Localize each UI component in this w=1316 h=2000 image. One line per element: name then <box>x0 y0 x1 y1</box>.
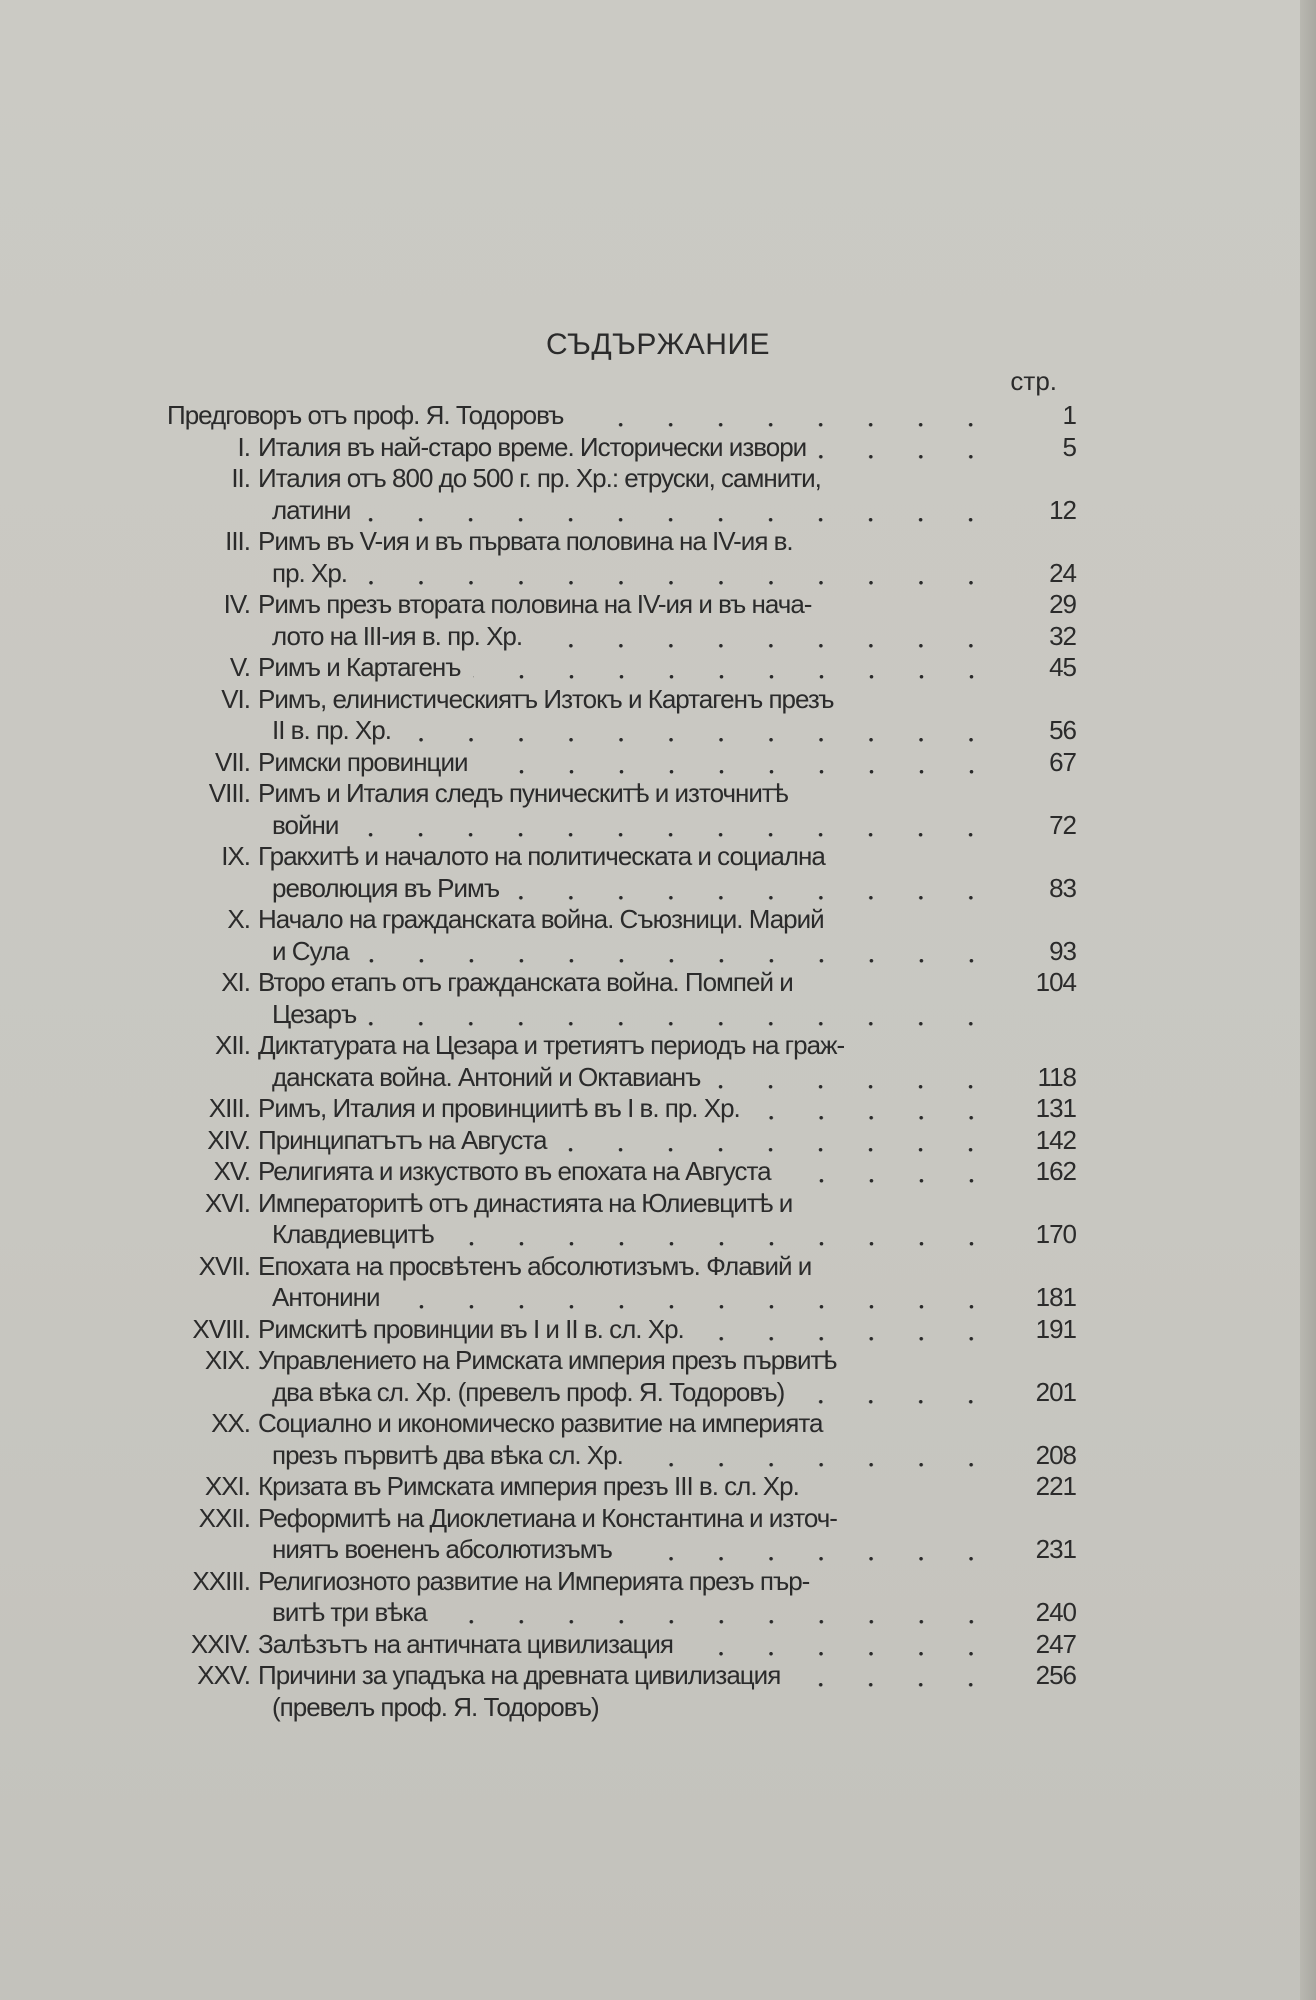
toc-entry <box>160 1345 1076 1408</box>
toc-text-line <box>258 1125 996 1157</box>
toc-text-line <box>272 1062 996 1094</box>
dot-leader <box>480 747 997 779</box>
entry-title: Гракхитѣ и началото на политическата и социална <box>258 841 825 871</box>
toc-line <box>160 526 1076 558</box>
toc-text-line <box>272 1440 996 1472</box>
dot-leader <box>696 1314 996 1346</box>
toc-entry <box>160 778 1076 841</box>
page-number: 104 <box>1035 967 1076 997</box>
page-number: 240 <box>1035 1597 1076 1627</box>
toc-text-line <box>272 558 996 590</box>
toc-line <box>160 463 1076 495</box>
chapter-number: II. <box>231 463 250 493</box>
entry-title: Залѣзътъ на античната цивилизация <box>258 1628 673 1659</box>
page-number: 1 <box>1062 400 1076 430</box>
chapter-number: XIII. <box>208 1093 250 1123</box>
entry-title: и Сула <box>272 935 349 966</box>
toc-entry <box>160 1566 1076 1629</box>
chapter-number: XXIV. <box>190 1628 250 1659</box>
page-number: 118 <box>1037 1061 1076 1092</box>
toc-entry <box>160 904 1076 967</box>
toc-line <box>160 1503 1076 1535</box>
toc-line <box>160 1188 1076 1220</box>
toc-text-line <box>258 1030 996 1062</box>
entry-title: Диктатурата на Цезара и третиятъ периодъ на граж- <box>258 1030 845 1060</box>
toc-text-line <box>272 1282 996 1314</box>
toc-line <box>160 1471 1076 1503</box>
page-number: 247 <box>1035 1628 1076 1659</box>
dot-leader <box>392 1282 996 1314</box>
toc-text-line <box>258 1503 996 1535</box>
dot-leader <box>796 1377 996 1409</box>
entry-title: Римъ, Италия и провинциитѣ въ I в. пр. Хр. <box>258 1093 740 1123</box>
toc-line <box>160 1692 1076 1724</box>
entry-title: Предговоръ отъ проф. Я. Тодоровъ <box>167 400 564 430</box>
page-number: 29 <box>1049 589 1076 619</box>
toc-line <box>160 400 1076 432</box>
toc-text-line <box>258 652 996 684</box>
chapter-number: XXV. <box>197 1660 250 1690</box>
toc-text-line <box>272 621 996 653</box>
chapter-number: XIV. <box>207 1124 250 1155</box>
toc-line <box>160 684 1076 716</box>
toc-line <box>160 1629 1076 1661</box>
chapter-number: XVI. <box>204 1187 250 1218</box>
entry-title: Управлението на Римската империя презъ първитѣ <box>258 1345 837 1375</box>
dot-leader <box>361 936 996 968</box>
page-number: 181 <box>1035 1282 1076 1312</box>
entry-title: Второ етапъ отъ гражданската война. Помпей и <box>258 967 793 997</box>
toc-entry <box>160 684 1076 747</box>
toc-text-line <box>272 1377 996 1409</box>
toc-line <box>160 652 1076 684</box>
toc-text-line <box>258 1408 996 1440</box>
page-number: 32 <box>1049 620 1076 651</box>
toc-line <box>160 1408 1076 1440</box>
toc-entry <box>160 1408 1076 1471</box>
toc-text-line <box>258 967 996 999</box>
toc-entry <box>160 589 1076 652</box>
entry-title: революция въ Римъ <box>272 872 500 903</box>
entry-title: пр. Хр. <box>272 557 348 588</box>
toc-text-line <box>258 432 996 464</box>
toc-text-line <box>258 463 996 495</box>
toc-text-line <box>272 1219 996 1251</box>
toc-entry <box>160 652 1076 684</box>
toc-entry <box>160 967 1076 1030</box>
toc-text-line <box>258 1188 996 1220</box>
toc-text-line <box>272 810 996 842</box>
toc-line <box>160 810 1076 842</box>
toc-text-line <box>258 1566 996 1598</box>
toc-entry <box>160 1314 1076 1346</box>
toc-line <box>160 558 1076 590</box>
toc-line <box>160 936 1076 968</box>
toc-line <box>160 999 1076 1031</box>
toc-text-line <box>272 1534 996 1566</box>
dot-leader <box>403 715 996 747</box>
entry-title: Антонини <box>272 1282 380 1312</box>
chapter-number: XI. <box>221 967 250 997</box>
entry-title: Римъ презъ втората половина на IV-ия и въ нача- <box>258 589 812 619</box>
toc-text-line <box>258 526 996 558</box>
toc-text-line <box>272 1597 996 1629</box>
dot-leader <box>818 432 996 464</box>
chapter-number: XII. <box>214 1030 250 1060</box>
toc-text-line <box>258 841 996 873</box>
toc-text-line <box>272 1692 996 1724</box>
chapter-number: VII. <box>214 746 250 777</box>
page-number: 208 <box>1035 1439 1076 1470</box>
entry-title: войни <box>272 809 339 840</box>
entry-title: Социално и икономическо развитие на империята <box>258 1408 823 1438</box>
toc-line <box>160 778 1076 810</box>
toc-line <box>160 1660 1076 1692</box>
toc-entry <box>160 1251 1076 1314</box>
toc-entry <box>160 1503 1076 1566</box>
toc-entry <box>160 841 1076 904</box>
entry-title: латини <box>272 494 351 525</box>
page-number: 83 <box>1049 872 1076 903</box>
entry-title: Римъ и Картагенъ <box>258 652 461 682</box>
page-number: 170 <box>1035 1219 1076 1249</box>
entry-title: Клавдиевцитѣ <box>272 1219 434 1249</box>
toc-entry <box>160 1188 1076 1251</box>
dot-leader <box>446 1219 996 1251</box>
dot-leader <box>792 1660 996 1692</box>
entry-title: Принципатътъ на Августа <box>258 1124 547 1155</box>
toc-text-line <box>272 936 996 968</box>
dot-leader <box>359 558 996 590</box>
page-number: 221 <box>1035 1471 1076 1501</box>
entry-title: презъ първитѣ два вѣка сл. Хр. <box>272 1439 623 1470</box>
toc-line <box>160 1534 1076 1566</box>
dot-leader <box>534 621 996 653</box>
toc-entry <box>160 1629 1076 1661</box>
contents-title: СЪДЪРЖАНИЕ <box>545 328 771 361</box>
toc-line <box>160 715 1076 747</box>
entry-title: Римски провинции <box>258 746 468 777</box>
entry-title: витѣ три вѣка <box>272 1597 427 1627</box>
toc-text-line <box>258 1093 996 1125</box>
entry-title: ниятъ воененъ абсолютизъмъ <box>272 1534 612 1564</box>
toc-text-line <box>258 1471 996 1503</box>
chapter-number: III. <box>225 526 250 556</box>
dot-leader <box>368 999 996 1031</box>
chapter-number: XXI. <box>204 1471 250 1501</box>
page-number: 56 <box>1049 715 1076 745</box>
toc-entry <box>160 1660 1076 1723</box>
chapter-number: VI. <box>221 683 250 714</box>
toc-text-line <box>258 684 996 716</box>
dot-leader <box>635 1440 996 1472</box>
dot-leader <box>558 1125 996 1157</box>
page-edge <box>1300 0 1316 2000</box>
toc-text-line <box>258 1156 996 1188</box>
toc-entry <box>160 1030 1076 1093</box>
toc-line <box>160 1440 1076 1472</box>
toc-line <box>160 873 1076 905</box>
toc-entry <box>160 463 1076 526</box>
entry-title: данската война. Антоний и Октавианъ <box>272 1061 701 1092</box>
page-number: 256 <box>1035 1660 1076 1690</box>
chapter-number: XV. <box>213 1156 250 1186</box>
entry-title: Религиозното развитие на Империята презъ пър- <box>258 1565 810 1596</box>
entry-title: лото на III-ия в. пр. Хр. <box>272 620 523 651</box>
page-number: 67 <box>1049 746 1076 777</box>
page-column-label: стр. <box>1010 366 1057 396</box>
entry-title: Римъ и Италия следъ пуническитѣ и източнитѣ <box>258 778 788 808</box>
dot-leader <box>752 1093 996 1125</box>
toc-text-line <box>258 1660 996 1692</box>
toc-entry <box>160 747 1076 779</box>
toc-text-line <box>272 873 996 905</box>
toc-entry <box>160 400 1076 432</box>
entry-title: Религията и изкуството въ епохата на Августа <box>258 1156 771 1186</box>
entry-title: Начало на гражданската война. Съюзници. Марий <box>258 904 824 934</box>
toc-text-line <box>258 1251 996 1283</box>
chapter-number: X. <box>227 904 250 934</box>
toc-line <box>160 1282 1076 1314</box>
entry-title: Императоритѣ отъ династията на Юлиевцитѣ и <box>258 1187 793 1218</box>
entry-title: Италия отъ 800 до 500 г. пр. Хр.: етруски, самнити, <box>258 463 821 493</box>
entry-title: II в. пр. Хр. <box>272 715 391 745</box>
toc-text-line <box>272 715 996 747</box>
toc-text-line <box>258 778 996 810</box>
page-number: 72 <box>1049 809 1076 840</box>
toc-text-line <box>258 1314 996 1346</box>
toc-line <box>160 1093 1076 1125</box>
toc-text-line <box>167 400 996 432</box>
toc-line <box>160 904 1076 936</box>
page-number: 131 <box>1035 1093 1076 1123</box>
page-number: 231 <box>1035 1534 1076 1564</box>
dot-leader <box>362 495 996 527</box>
toc-text-line <box>258 1629 996 1661</box>
chapter-number: VIII. <box>208 778 250 808</box>
toc-entry <box>160 1156 1076 1188</box>
page-number: 191 <box>1035 1313 1076 1344</box>
page-number: 142 <box>1035 1124 1076 1155</box>
dot-leader <box>624 1534 996 1566</box>
page-number: 12 <box>1049 494 1076 525</box>
entry-title: Епохата на просвѣтенъ абсолютизъмъ. Флавий и <box>258 1250 812 1281</box>
toc-line <box>160 1377 1076 1409</box>
chapter-number: XXII. <box>198 1502 250 1533</box>
entry-title: два вѣка сл. Хр. (превелъ проф. Я. Тодоровъ) <box>272 1376 785 1407</box>
dot-leader <box>511 873 996 905</box>
toc-text-line <box>272 999 996 1031</box>
page-number: 5 <box>1062 431 1076 462</box>
table-of-contents <box>160 400 1076 1723</box>
chapter-number: XIX. <box>204 1345 250 1375</box>
dot-leader <box>439 1597 996 1629</box>
toc-line <box>160 1219 1076 1251</box>
chapter-number: IV. <box>223 589 250 619</box>
toc-line <box>160 747 1076 779</box>
page-number: 45 <box>1049 652 1076 682</box>
toc-line <box>160 1156 1076 1188</box>
toc-line <box>160 1251 1076 1283</box>
page-number: 24 <box>1049 557 1076 588</box>
toc-line <box>160 1030 1076 1062</box>
dot-leader <box>685 1629 996 1661</box>
entry-title: (превелъ проф. Я. Тодоровъ) <box>272 1691 599 1722</box>
toc-line <box>160 1566 1076 1598</box>
dot-leader <box>575 400 996 432</box>
toc-line <box>160 1062 1076 1094</box>
toc-line <box>160 589 1076 621</box>
entry-title: Римскитѣ провинции въ I и II в. сл. Хр. <box>258 1313 684 1344</box>
dot-leader <box>350 810 996 842</box>
chapter-number: IX. <box>221 841 250 871</box>
toc-entry <box>160 1093 1076 1125</box>
chapter-number: XXIII. <box>192 1565 250 1596</box>
toc-line <box>160 1345 1076 1377</box>
chapter-number: I. <box>237 431 250 462</box>
chapter-number: XVII. <box>198 1250 250 1281</box>
toc-entry <box>160 1125 1076 1157</box>
toc-text-line <box>258 1345 996 1377</box>
toc-entry <box>160 432 1076 464</box>
toc-line <box>160 621 1076 653</box>
toc-entry <box>160 526 1076 589</box>
chapter-number: XX. <box>211 1408 250 1438</box>
entry-title: Римъ, елинистическиятъ Изтокъ и Картагенъ презъ <box>258 683 834 714</box>
toc-line <box>160 1314 1076 1346</box>
entry-title: Италия въ най-старо време. Исторически извори <box>258 431 807 462</box>
toc-text-line <box>258 589 996 621</box>
toc-line <box>160 841 1076 873</box>
page-number: 162 <box>1035 1156 1076 1186</box>
toc-line <box>160 1125 1076 1157</box>
entry-title: Причини за упадъка на древната цивилизация <box>258 1660 781 1690</box>
toc-line <box>160 432 1076 464</box>
dot-leader <box>712 1062 996 1094</box>
toc-line <box>160 1597 1076 1629</box>
entry-title: Римъ въ V-ия и въ първата половина на IV-ия в. <box>258 526 793 556</box>
chapter-number: XVIII. <box>192 1313 250 1344</box>
dot-leader <box>783 1156 996 1188</box>
toc-entry <box>160 1471 1076 1503</box>
entry-title: Кризата въ Римската империя презъ III в. сл. Хр. <box>258 1471 799 1501</box>
toc-line <box>160 967 1076 999</box>
chapter-number: V. <box>229 652 250 682</box>
page-number: 93 <box>1049 935 1076 966</box>
dot-leader <box>473 652 996 684</box>
toc-text-line <box>258 904 996 936</box>
page-number: 201 <box>1035 1376 1076 1407</box>
entry-title: Реформитѣ на Диоклетиана и Константина и източ- <box>258 1502 837 1533</box>
toc-line <box>160 495 1076 527</box>
toc-text-line <box>258 747 996 779</box>
entry-title: Цезаръ <box>272 998 357 1029</box>
toc-text-line <box>272 495 996 527</box>
